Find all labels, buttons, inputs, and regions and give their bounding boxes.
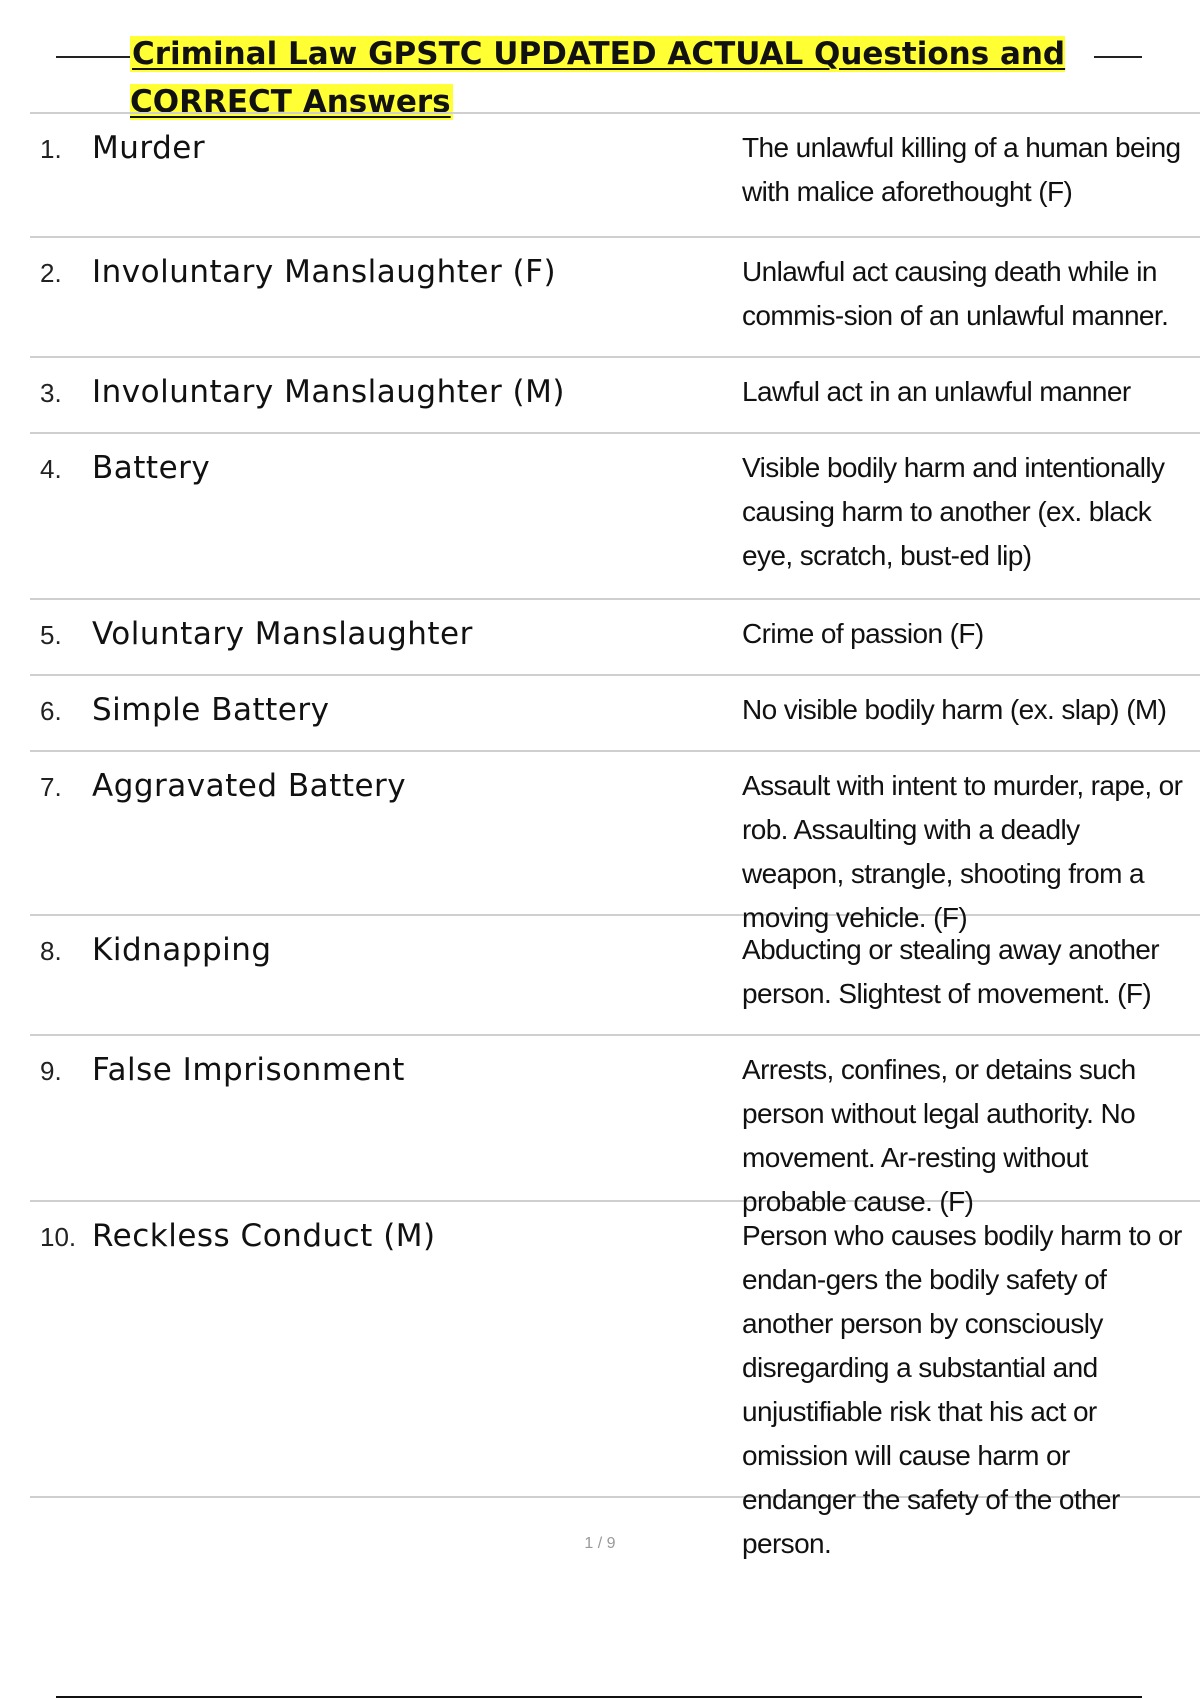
row-number: 5.: [40, 620, 62, 650]
row-definition: Arrests, confines, or detains such person without legal authority. No movement. Ar-resting without probable cause. (F): [742, 1054, 1136, 1217]
table-row: [30, 434, 1200, 600]
row-term: Battery: [92, 450, 211, 486]
row-term: Aggravated Battery: [92, 768, 407, 804]
row-term: Kidnapping: [92, 932, 272, 968]
table-row: [30, 358, 1200, 434]
row-number: 3.: [40, 378, 62, 408]
row-term: False Imprisonment: [92, 1052, 405, 1088]
row-term: Involuntary Manslaughter (F): [92, 254, 557, 290]
row-definition: Crime of passion (F): [742, 618, 984, 649]
row-definition: Assault with intent to murder, rape, or rob. Assaulting with a deadly weapon, strangle, shooting from a moving vehicle. (F): [742, 770, 1183, 933]
row-number: 4.: [40, 454, 62, 484]
row-definition: Visible bodily harm and intentionally causing harm to another (ex. black eye, scratch, bust-ed lip): [742, 452, 1165, 571]
row-term: Murder: [92, 130, 206, 166]
table-row: [30, 1036, 1200, 1217]
table-row: [30, 916, 1200, 1036]
row-term: Involuntary Manslaughter (M): [92, 374, 565, 410]
row-definition: Unlawful act causing death while in commis-sion of an unlawful manner.: [742, 256, 1169, 331]
row-term: Reckless Conduct (M): [92, 1218, 436, 1254]
row-definition: Lawful act in an unlawful manner: [742, 376, 1131, 407]
row-number: 2.: [40, 258, 62, 288]
row-definition: Abducting or stealing away another person. Slightest of movement. (F): [742, 934, 1159, 1009]
table-row: [30, 600, 1200, 676]
row-definition: The unlawful killing of a human being with malice aforethought (F): [742, 132, 1181, 207]
footer-rule: [56, 1696, 1142, 1698]
table-row: [30, 752, 1200, 933]
row-term: Voluntary Manslaughter: [92, 616, 473, 652]
title-rule-left: [56, 56, 130, 58]
row-number: 10.: [40, 1222, 77, 1252]
row-number: 7.: [40, 772, 62, 802]
row-definition: No visible bodily harm (ex. slap) (M): [742, 694, 1167, 725]
row-number: 1.: [40, 134, 62, 164]
table-row: [30, 114, 1200, 238]
row-number: 6.: [40, 696, 62, 726]
row-number: 8.: [40, 936, 62, 966]
page-indicator: 1 / 9: [584, 1535, 616, 1552]
document-title: Criminal Law GPSTC UPDATED ACTUAL Questions and CORRECT Answers: [130, 36, 1066, 120]
table-row: [30, 238, 1200, 358]
row-term: Simple Battery: [92, 692, 330, 728]
row-number: 9.: [40, 1056, 62, 1086]
document-header: [0, 0, 1200, 120]
table-row: [30, 676, 1200, 752]
row-definition: Person who causes bodily harm to or endan-gers the bodily safety of another person by consciously disregarding a substantial and unjustifiable risk that his act or omission will cause harm or endanger the safety of the other person.: [742, 1220, 1182, 1559]
title-rule-right: [1094, 56, 1142, 58]
